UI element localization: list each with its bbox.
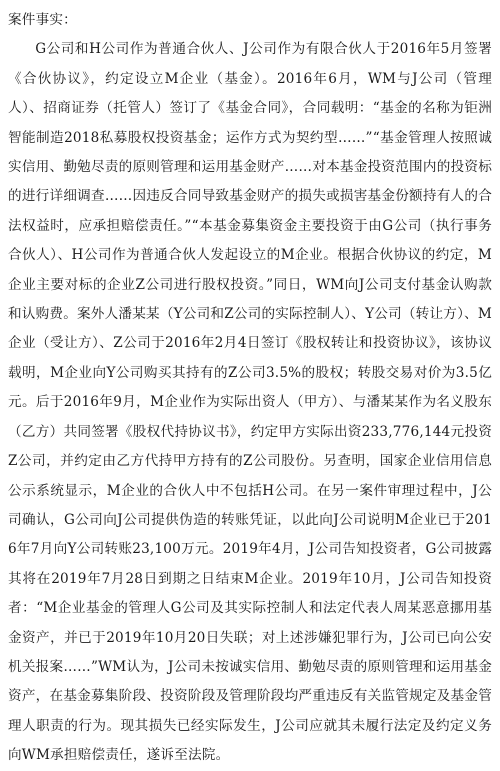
case-facts-body: G公司和H公司作为普通合伙人、J公司作为有限合伙人于2016年5月签署《合伙协议》，约定设立M企业（基金）。2016年6月，WM与J公司（管理人）、招商证券（托管人）签订了《基金合同》，合同载明：“基金的名称为钜洲智能制造2018私募股权投资基金；运作方式为契约型……”“基金管理人按照诚实信用、勤勉尽责的原则管理和运用基金财产……对本基金投资范围内的投资标的进行详细调查……因违反合同导致基金财产的损失或损害基金份额持有人的合法权益时，应承担赔偿责任。”“本基金募集资金主要投资于由G公司（执行事务合伙人）、H公司作为普通合伙人发起设立的M企业。根据合伙协议的约定，M企业主要对标的企业Z公司进行股权投资。”同日，WM向J公司支付基金认购款和认购费。案外人潘某某（Y公司和Z公司的实际控制人）、Y公司（转让方）、M企业（受让方）、Z公司于2016年2月4日签订《股权转让和投资协议》，该协议载明，M企业向Y公司购买其持有的Z公司3.5%的股权；转股交易对价为3.5亿元。后于2016年9月，M企业作为实际出资人（甲方）、与潘某某作为名义股东（乙方）共同签署《股权代持协议书》，约定甲方实际出资233,776,144元投资Z公司，并约定由乙方代持甲方持有的Z公司股份。另查明，国家企业信用信息公示系统显示，M企业的合伙人中不包括H公司。在另一案件审理过程中，J公司确认，G公司向J公司提供伪造的转账凭证，以此向J公司说明M企业已于2016年7月向Y公司转账23,100万元。2019年4月，J公司告知投资者，G公司披露其将在2019年7月28日到期之日结束M企业。2019年10月，J公司告知投资者：“M企业基金的管理人G公司及其实际控制人和法定代表人周某恶意挪用基金资产，并已于2019年10月20日失联；对上述涉嫌犯罪行为，J公司已向公安机关报案……”WM认为，J公司未按诚实信用、勤勉尽责的原则管理和运用基金资产，在基金募集阶段、投资阶段及管理阶段均严重违反有关监管规定及基金管理人职责的行为。现其损失已经实际发生，J公司应就其未履行法定及约定义务向WM承担赔偿责任，遂诉至法院。 — [8, 41, 492, 764]
case-facts-heading: 案件事实： — [8, 12, 77, 28]
